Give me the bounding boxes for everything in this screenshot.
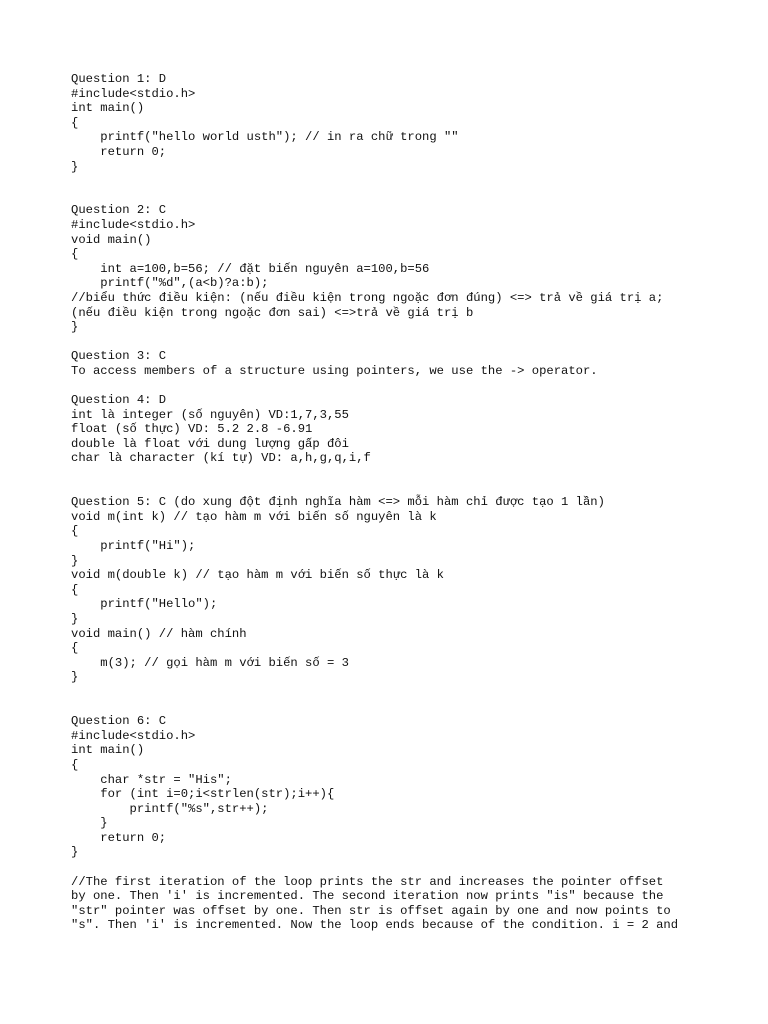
text-line: { — [71, 524, 79, 539]
text-line: //The first iteration of the loop prints the str and increases the pointer offset — [71, 874, 664, 889]
text-line: #include<stdio.h> — [71, 217, 196, 232]
text-line: char *str = "His"; — [71, 772, 232, 787]
text-line: //biểu thức điều kiện: (nếu điều kiện trong ngoặc đơn đúng) <=> trả về giá trị a; — [71, 290, 664, 305]
text-line: printf("Hello"); — [71, 597, 218, 612]
text-line: } — [71, 611, 79, 626]
text-line: double là float với dung lượng gấp đôi — [71, 436, 349, 451]
text-line: } — [71, 553, 79, 568]
text-line — [71, 174, 751, 189]
text-line: #include<stdio.h> — [71, 728, 196, 743]
text-line: char là character (kí tự) VD: a,h,g,q,i,f — [71, 451, 371, 466]
text-line — [71, 700, 751, 715]
document-body — [71, 72, 751, 933]
text-line: } — [71, 670, 79, 685]
text-line: void main() // hàm chính — [71, 626, 247, 641]
text-line — [71, 378, 751, 393]
text-line: Question 4: D — [71, 393, 167, 408]
text-line: by one. Then 'i' is incremented. The second iteration now prints "is" because the — [71, 889, 664, 904]
text-line: printf("%d",(a<b)?a:b); — [71, 276, 269, 291]
text-line: } — [71, 320, 79, 335]
text-line: Question 3: C — [71, 349, 167, 364]
text-line: { — [71, 115, 79, 130]
text-line: } — [71, 816, 108, 831]
text-line: (nếu điều kiện trong ngoặc đơn sai) <=>trả về giá trị b — [71, 305, 474, 320]
text-line: void m(double k) // tạo hàm m với biến số thực là k — [71, 568, 444, 583]
text-line: Question 6: C — [71, 714, 167, 729]
text-line — [71, 481, 751, 496]
text-line — [71, 466, 751, 481]
text-line: for (int i=0;i<strlen(str);i++){ — [71, 787, 335, 802]
text-line — [71, 335, 751, 350]
text-line: printf("%s",str++); — [71, 801, 269, 816]
text-line: void main() — [71, 232, 152, 247]
text-line — [71, 860, 751, 875]
text-line: } — [71, 845, 79, 860]
text-line: "str" pointer was offset by one. Then str is offset again by one and now points to — [71, 903, 671, 918]
text-line: float (số thực) VD: 5.2 2.8 -6.91 — [71, 422, 313, 437]
text-line — [71, 189, 751, 204]
text-line: To access members of a structure using pointers, we use the -> operator. — [71, 363, 598, 378]
text-line: } — [71, 159, 79, 174]
text-line: Question 5: C (do xung đột định nghĩa hàm <=> mỗi hàm chỉ được tạo 1 lần) — [71, 495, 605, 510]
text-line: void m(int k) // tạo hàm m với biến số nguyên là k — [71, 509, 437, 524]
text-line: int main() — [71, 101, 145, 116]
text-line: int a=100,b=56; // đặt biến nguyên a=100,b=56 — [71, 261, 430, 276]
text-line: int main() — [71, 743, 145, 758]
text-line: Question 1: D — [71, 72, 167, 86]
text-line: { — [71, 247, 79, 262]
text-line: printf("hello world usth"); // in ra chữ trong "" — [71, 130, 459, 145]
text-line: { — [71, 757, 79, 772]
text-line: return 0; — [71, 144, 167, 159]
text-line: { — [71, 582, 79, 597]
text-line: printf("Hi"); — [71, 539, 196, 553]
text-line: #include<stdio.h> — [71, 86, 196, 101]
text-line: return 0; — [71, 830, 167, 845]
text-line: m(3); // gọi hàm m với biến số = 3 — [71, 655, 349, 670]
text-line — [71, 685, 751, 700]
text-line: int là integer (số nguyên) VD:1,7,3,55 — [71, 407, 349, 422]
text-line: "s". Then 'i' is incremented. Now the loop ends because of the condition. i = 2 and — [71, 918, 679, 933]
text-line: { — [71, 641, 79, 656]
text-line: Question 2: C — [71, 203, 167, 218]
